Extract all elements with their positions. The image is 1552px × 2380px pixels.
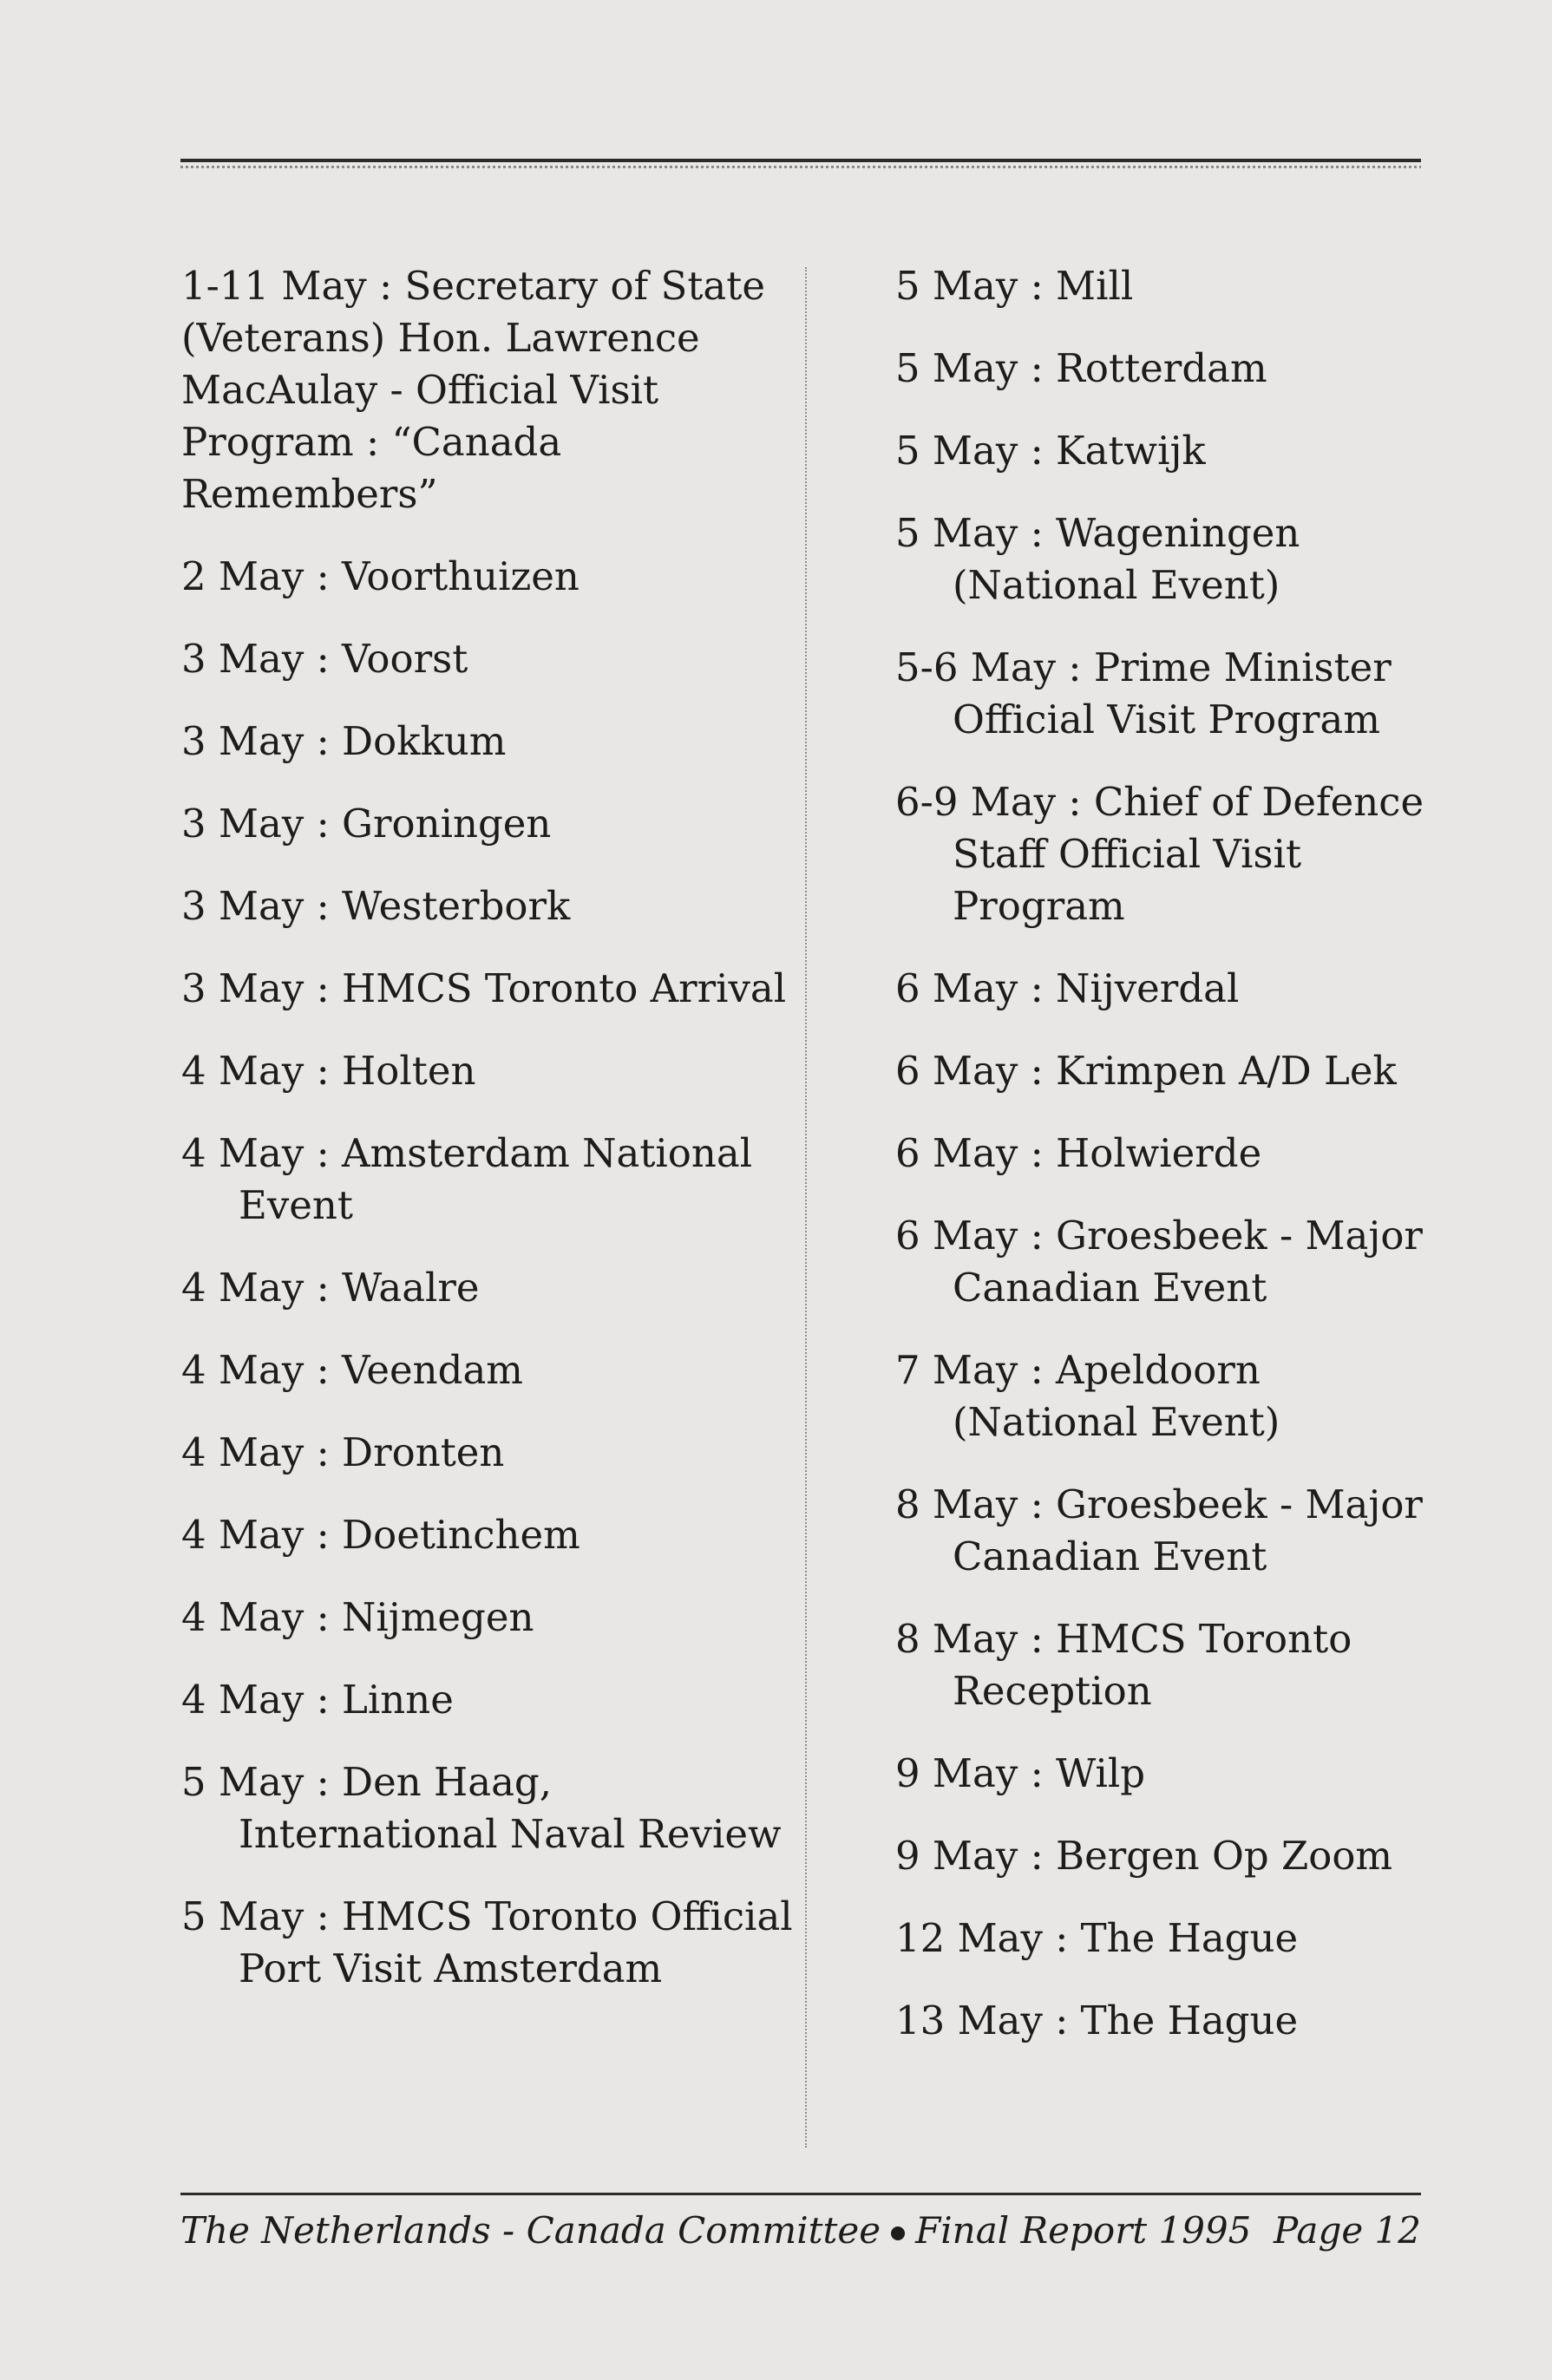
left-column [181,260,806,2025]
page-footer [180,2200,1421,2261]
footer-report: Final Report 1995 [915,2209,1252,2252]
schedule-entry: 4 May : Linne [181,1677,454,1723]
column-divider [805,267,807,2148]
schedule-entry: 5 May : Mill [895,263,1134,309]
schedule-entry: 5 May : HMCS Toronto Official Port Visit Amsterdam [181,1893,793,1991]
schedule-entry: 3 May : Groningen [181,801,552,847]
schedule-entry: 4 May : Nijmegen [181,1594,534,1640]
schedule-entry: 12 May : The Hague [895,1915,1299,1961]
schedule-entry: 4 May : Doetinchem [181,1512,580,1558]
schedule-entry: 6 May : Groesbeek - Major Canadian Event [895,1213,1423,1311]
schedule-entry: 5 May : Rotterdam [895,345,1267,391]
schedule-entry: 9 May : Bergen Op Zoom [895,1833,1393,1879]
schedule-entry: 2 May : Voorthuizen [181,553,580,599]
schedule-entry: 6 May : Krimpen A/D Lek [895,1048,1397,1094]
schedule-entry: 3 May : Dokkum [181,718,507,764]
schedule-entry: 5 May : Katwijk [895,428,1206,474]
bottom-rule [180,2193,1421,2195]
schedule-entry: 4 May : Veendam [181,1347,523,1393]
top-rule [180,159,1421,162]
bullet-icon [891,2226,905,2240]
schedule-entry: 1-11 May : Secretary of State (Veterans) Hon. Lawrence MacAulay - Official Visit Program : “Canada Remembers” [181,263,765,517]
schedule-entry: 6-9 May : Chief of Defence Staff Official Visit Program [895,779,1424,929]
right-column [895,260,1450,2077]
schedule-entry: 3 May : HMCS Toronto Arrival [181,965,787,1011]
schedule-entry: 8 May : HMCS Toronto Reception [895,1616,1352,1714]
schedule-entry: 4 May : Amsterdam National Event [181,1130,753,1228]
schedule-entry: 3 May : Voorst [181,636,468,682]
schedule-entry: 8 May : Groesbeek - Major Canadian Event [895,1481,1423,1579]
schedule-entry: 7 May : Apeldoorn (National Event) [895,1347,1280,1445]
schedule-entry: 5 May : Wageningen (National Event) [895,510,1300,608]
schedule-entry: 4 May : Dronten [181,1429,505,1475]
schedule-entry: 4 May : Holten [181,1048,476,1094]
schedule-entry: 5 May : Den Haag, International Naval Review [181,1759,782,1857]
schedule-entry: 6 May : Nijverdal [895,965,1240,1011]
schedule-entry: 3 May : Westerbork [181,883,571,929]
page-number: Page 12 [1274,2209,1421,2252]
schedule-entry: 5-6 May : Prime Minister Official Visit Program [895,644,1392,742]
schedule-entry: 6 May : Holwierde [895,1130,1262,1176]
schedule-entry: 4 May : Waalre [181,1265,480,1311]
schedule-entry: 13 May : The Hague [895,1998,1299,2043]
footer-committee: The Netherlands - Canada Committee [180,2209,881,2252]
footer-title [180,2200,1251,2261]
schedule-entry: 9 May : Wilp [895,1750,1146,1796]
